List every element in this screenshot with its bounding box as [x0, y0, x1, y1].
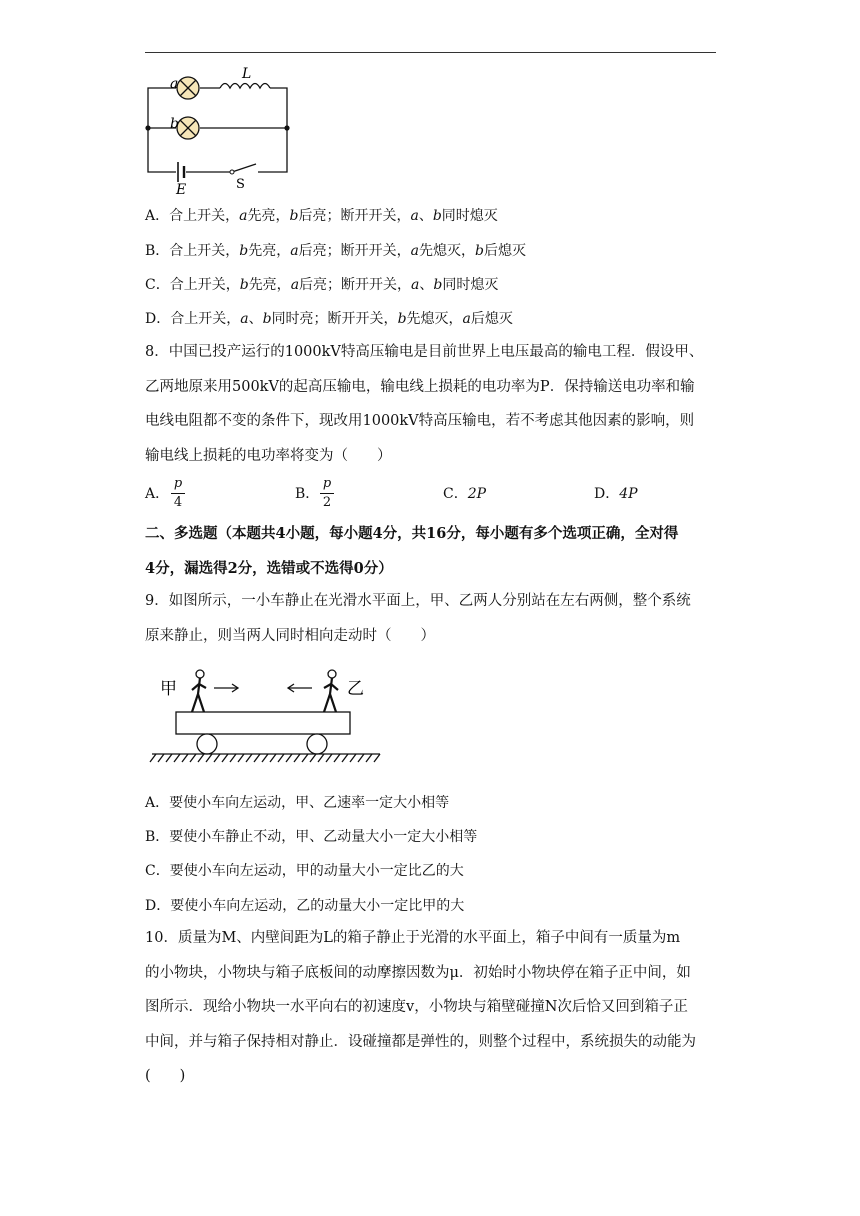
q7-option-d: D．合上开关，a、b同时亮；断开开关，b先熄灭，a后熄灭 [145, 311, 513, 327]
person-jia-label: 甲 [160, 679, 177, 699]
switch-label: S [236, 177, 245, 192]
q9-option-d: D．要使小车向左运动，乙的动量大小一定比甲的大 [145, 898, 465, 914]
q7-option-b: B．合上开关，b先亮，a后亮；断开开关，a先熄灭，b后熄灭 [145, 243, 526, 259]
q9-stem: 9．如图所示，一小车静止在光滑水平面上，甲、乙两人分别站在左右两侧，整个系统 原来静止，则当两人同时相向走动时（ ） [145, 593, 691, 644]
circuit-diagram [140, 62, 300, 202]
inductor-label: L [242, 66, 252, 82]
q10-stem: 10．质量为M、内壁间距为L的箱子静止于光滑的水平面上，箱子中间有一质量为m 的小物块，小物块与箱子底板间的动摩擦因数为μ．初始时小物块停在箱子正中间，如 图所示．现给小物块一水平向右的初速度v，小物块与箱壁碰撞N次后恰又回到箱子正 中间，并与箱子保持相对静止．设碰撞都是弹性的，则整个过程中，系统损失的动能为 ( ) [145, 930, 696, 1084]
source-label: E [176, 182, 187, 198]
cart-figure [148, 662, 388, 768]
q8-option-b-fraction: p 2 [320, 476, 334, 511]
header-rule [145, 52, 716, 53]
q8-option-a-fraction: p 4 [171, 476, 185, 511]
section-heading-multiple-choice: 二、多选题（本题共4小题，每小题4分，共16分，每小题有多个选项正确，全对得 4分，漏选得2分，选错或不选得0分） [145, 525, 679, 577]
q8-option-c: C．2P [443, 486, 487, 502]
q8-option-b-label: B． [295, 486, 320, 502]
q7-option-a: A．合上开关，a先亮，b后亮；断开开关，a、b同时熄灭 [145, 208, 498, 224]
lamp-b-label: b [170, 116, 179, 132]
person-yi-label: 乙 [347, 679, 364, 699]
q7-option-c: C．合上开关，b先亮，a后亮；断开开关，a、b同时熄灭 [145, 277, 499, 293]
q9-option-b: B．要使小车静止不动，甲、乙动量大小一定大小相等 [145, 829, 478, 845]
q9-option-c: C．要使小车向左运动，甲的动量大小一定比乙的大 [145, 863, 464, 879]
q8-option-d: D．4P [594, 486, 638, 502]
q8-stem: 8．中国已投产运行的1000kV特高压输电是目前世界上电压最高的输电工程．假设甲、 乙两地原来用500kV的起高压输电，输电线上损耗的电功率为P．保持输送电功率和输 电线电阻都不变的条件下，现改用1000kV特高压输电，若不考虑其他因素的影响，则 输电线上损耗的电功率将变为（ ） [145, 344, 704, 464]
q8-option-a-label: A． [145, 486, 170, 502]
lamp-a-label: a [170, 76, 179, 92]
q9-option-a: A．要使小车向左运动，甲、乙速率一定大小相等 [145, 795, 450, 811]
